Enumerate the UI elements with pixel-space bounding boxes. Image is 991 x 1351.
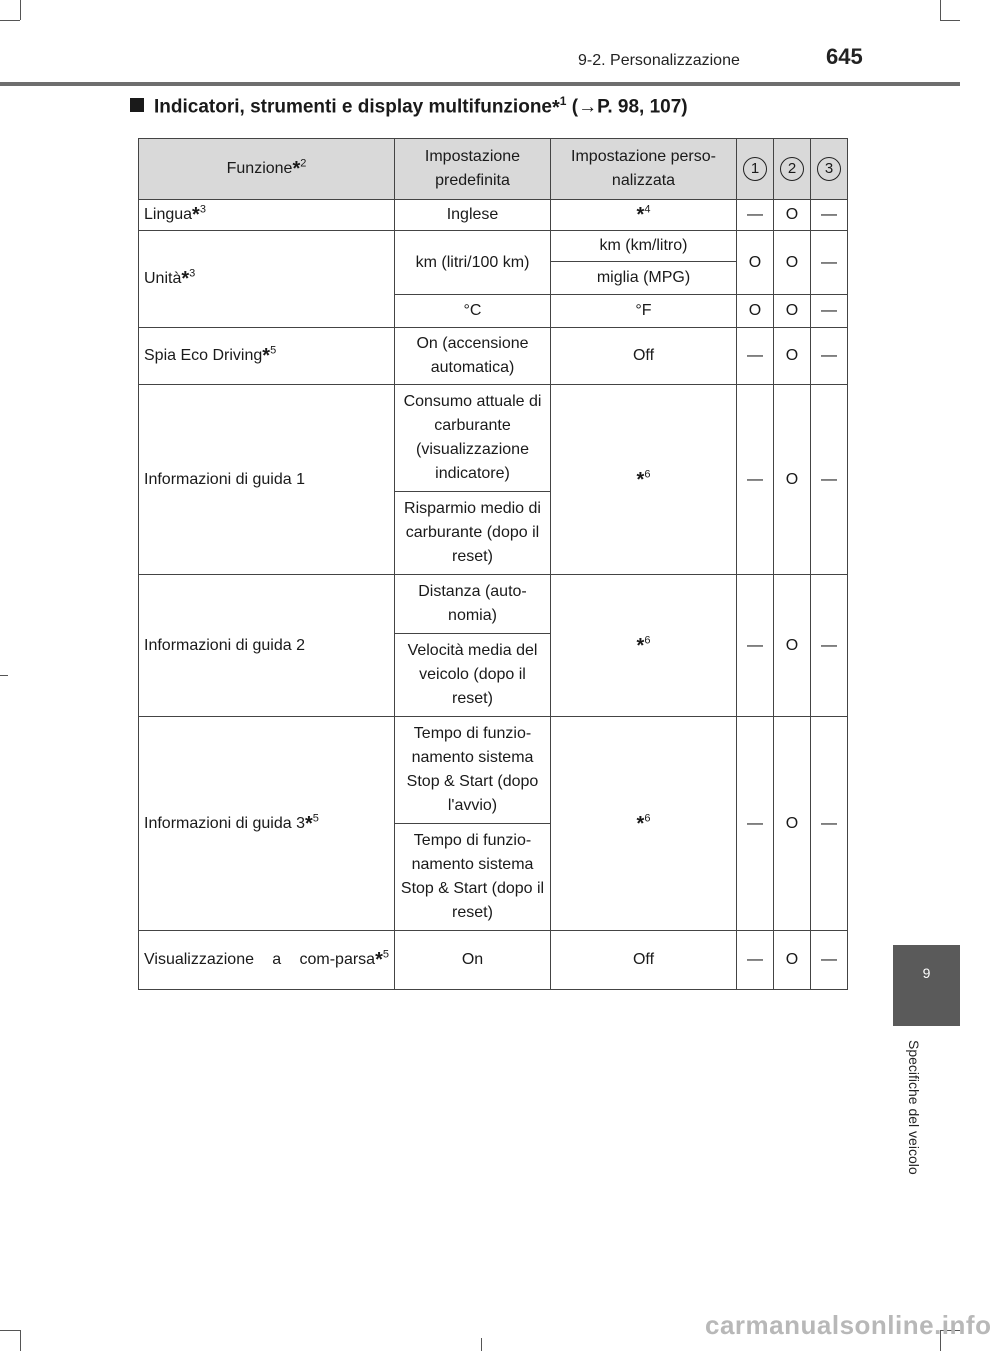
- mark-cell: O: [774, 231, 811, 295]
- square-bullet-icon: [130, 98, 144, 112]
- mark-cell: O: [774, 385, 811, 575]
- custom-cell: *$^4$: [551, 200, 737, 231]
- heading-text: Indicatori, strumenti e display multifunzione: [154, 96, 552, 118]
- mark-cell: —: [737, 328, 774, 385]
- table-row: [139, 385, 848, 492]
- function-cell: Visualizzazione a com-parsa*$^5$: [139, 931, 395, 990]
- chapter-label: Specifiche del veicolo: [906, 1040, 922, 1175]
- table-header-row: [139, 139, 848, 200]
- mark-cell: O: [774, 328, 811, 385]
- custom-cell: miglia (MPG): [551, 262, 737, 295]
- crop-mark: [940, 20, 960, 21]
- function-cell: Spia Eco Driving*$^5$: [139, 328, 395, 385]
- header-circle-1: [737, 139, 774, 200]
- default-cell: Tempo di funzio-namento sistema Stop & Start (dopo l'avvio): [395, 717, 551, 824]
- header-function: Funzione*$^2$: [139, 139, 395, 200]
- page-number: 645: [826, 44, 863, 69]
- mark-cell: —: [811, 575, 848, 717]
- section-heading: [130, 94, 688, 118]
- mark-cell: —: [737, 575, 774, 717]
- header-circle-3: [811, 139, 848, 200]
- crop-mark: [481, 1338, 482, 1351]
- table-row: [139, 231, 848, 262]
- custom-cell: km (km/litro): [551, 231, 737, 262]
- mark-cell: —: [811, 385, 848, 575]
- mark-cell: —: [811, 717, 848, 931]
- custom-cell: Off: [551, 931, 737, 990]
- mark-cell: —: [737, 931, 774, 990]
- custom-cell: *$^6$: [551, 717, 737, 931]
- chapter-number: 9: [922, 965, 931, 981]
- mark-cell: —: [811, 931, 848, 990]
- settings-table: [138, 138, 848, 990]
- mark-cell: O: [737, 231, 774, 295]
- default-cell: km (litri/100 km): [395, 231, 551, 295]
- crop-mark: [0, 1330, 20, 1331]
- watermark: carmanualsonline.info: [705, 1310, 991, 1340]
- mark-cell: O: [737, 295, 774, 328]
- default-cell: On (accensione automatica): [395, 328, 551, 385]
- page-reference: (→P. 98, 107): [571, 96, 688, 118]
- function-cell: Unità*$^3$: [139, 231, 395, 328]
- table-row: [139, 328, 848, 385]
- default-cell: Inglese: [395, 200, 551, 231]
- crop-mark: [20, 0, 21, 20]
- mark-cell: O: [774, 931, 811, 990]
- header-default: Impostazione predefinita: [395, 139, 551, 200]
- header-divider: [0, 82, 960, 86]
- function-cell: Informazioni di guida 1: [139, 385, 395, 575]
- crop-mark: [20, 1330, 21, 1351]
- heading-footnote: 1: [559, 94, 567, 108]
- circled-number-2: 2: [780, 157, 804, 181]
- crop-mark: [0, 20, 20, 21]
- custom-cell: °F: [551, 295, 737, 328]
- mark-cell: —: [811, 295, 848, 328]
- default-cell: °C: [395, 295, 551, 328]
- table-row: [139, 717, 848, 824]
- mark-cell: —: [811, 231, 848, 295]
- crop-mark: [0, 675, 8, 676]
- table-row: [139, 931, 848, 990]
- custom-cell: *$^6$: [551, 575, 737, 717]
- mark-cell: —: [811, 200, 848, 231]
- mark-cell: O: [774, 717, 811, 931]
- mark-cell: O: [774, 575, 811, 717]
- custom-cell: *$^6$: [551, 385, 737, 575]
- mark-cell: O: [774, 295, 811, 328]
- default-cell: Risparmio medio di carburante (dopo il reset): [395, 492, 551, 575]
- circled-number-1: 1: [743, 157, 767, 181]
- mark-cell: O: [774, 200, 811, 231]
- crop-mark: [940, 0, 941, 20]
- table-row: [139, 575, 848, 634]
- default-cell: Consumo attuale di carburante (visualizzazione indicatore): [395, 385, 551, 492]
- function-cell: Informazioni di guida 2: [139, 575, 395, 717]
- default-cell: Tempo di funzio-namento sistema Stop & Start (dopo il reset): [395, 824, 551, 931]
- table-row: [139, 200, 848, 231]
- default-cell: On: [395, 931, 551, 990]
- default-cell: Velocità media del veicolo (dopo il reset): [395, 634, 551, 717]
- mark-cell: —: [737, 385, 774, 575]
- asterisk-icon: *: [552, 97, 560, 120]
- header-circle-2: [774, 139, 811, 200]
- circled-number-3: 3: [817, 157, 841, 181]
- header-custom: Impostazione perso-nalizzata: [551, 139, 737, 200]
- custom-cell: Off: [551, 328, 737, 385]
- default-cell: Distanza (auto-nomia): [395, 575, 551, 634]
- mark-cell: —: [737, 200, 774, 231]
- chapter-tab: [893, 945, 960, 1026]
- mark-cell: —: [811, 328, 848, 385]
- asterisk-icon: *: [292, 158, 301, 180]
- section-title: 9-2. Personalizzazione: [578, 52, 740, 69]
- mark-cell: —: [737, 717, 774, 931]
- function-cell: Informazioni di guida 3*$^5$: [139, 717, 395, 931]
- function-cell: Lingua*$^3$: [139, 200, 395, 231]
